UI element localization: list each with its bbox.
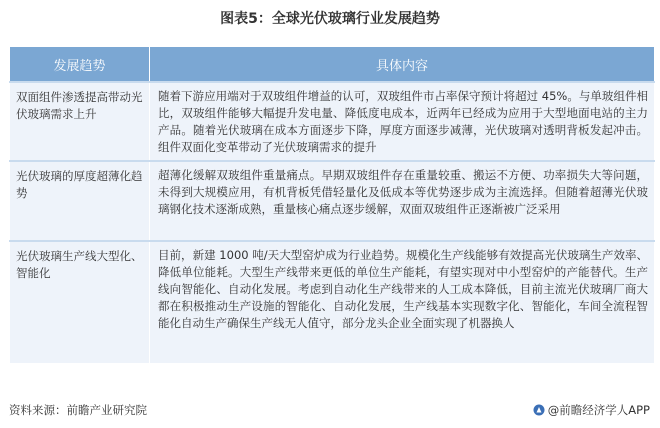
table-row bbox=[10, 161, 655, 241]
content-cell: 超薄化缓解双玻组件重量痛点。早期双玻组件存在重量较重、搬运不方便、功率损失大等问题，未得到大规模应用，有机背板凭借轻量化及低成本等优势逐步成为主流选择。但随着超薄光伏玻璃钢化技术逐渐成熟，重量核心痛点逐步缓解，双面双玻组件正逐渐被广泛采用 bbox=[150, 161, 655, 241]
brand-logo-icon bbox=[533, 404, 545, 416]
header-trend: 发展趋势 bbox=[10, 47, 150, 83]
trend-cell: 光伏玻璃的厚度超薄化趋势 bbox=[10, 161, 150, 241]
content-cell: 目前，新建 1000 吨/天大型窑炉成为行业趋势。规模化生产线能够有效提高光伏玻璃生产效率、降低单位能耗。大型生产线带来更低的单位生产能耗，有望实现对中小型窑炉的产能替代。生产线向智能化、自动化发展。考虑到自动化生产线带来的人工成本降低，目前主流光伏玻璃厂商大都在积极推动生产设施的智能化、自动化发展，生产线基本实现数字化、智能化，车间全流程智能化自动生产确保生产线无人值守，部分龙头企业全面实现了机器换人 bbox=[150, 241, 655, 364]
trend-cell: 双面组件渗透提高带动光伏玻璃需求上升 bbox=[10, 82, 150, 161]
table-row bbox=[10, 82, 655, 161]
source-text: 资料来源：前瞻产业研究院 bbox=[9, 403, 147, 417]
header-content: 具体内容 bbox=[150, 47, 655, 83]
content-cell: 随着下游应用端对于双玻组件增益的认可，双玻组件市占率保守预计将超过 45%。与单玻组件相比，双玻组件能够大幅提升发电量、降低度电成本，近两年已经成为应用于大型地面电站的主力产品。随着光伏玻璃在成本方面逐步下降，厚度方面逐步减薄，光伏玻璃对透明背板发起冲击。组件双面化变革带动了光伏玻璃需求的提升 bbox=[150, 82, 655, 161]
brand-text: @前瞻经济学人APP bbox=[547, 403, 650, 417]
trend-cell: 光伏玻璃生产线大型化、智能化 bbox=[10, 241, 150, 364]
figure-title: 图表5：全球光伏玻璃行业发展趋势 bbox=[220, 11, 440, 27]
trend-table bbox=[9, 46, 655, 364]
footer bbox=[0, 400, 660, 420]
table-header-row bbox=[10, 47, 655, 83]
brand-credit bbox=[533, 400, 650, 420]
table-row bbox=[10, 241, 655, 364]
